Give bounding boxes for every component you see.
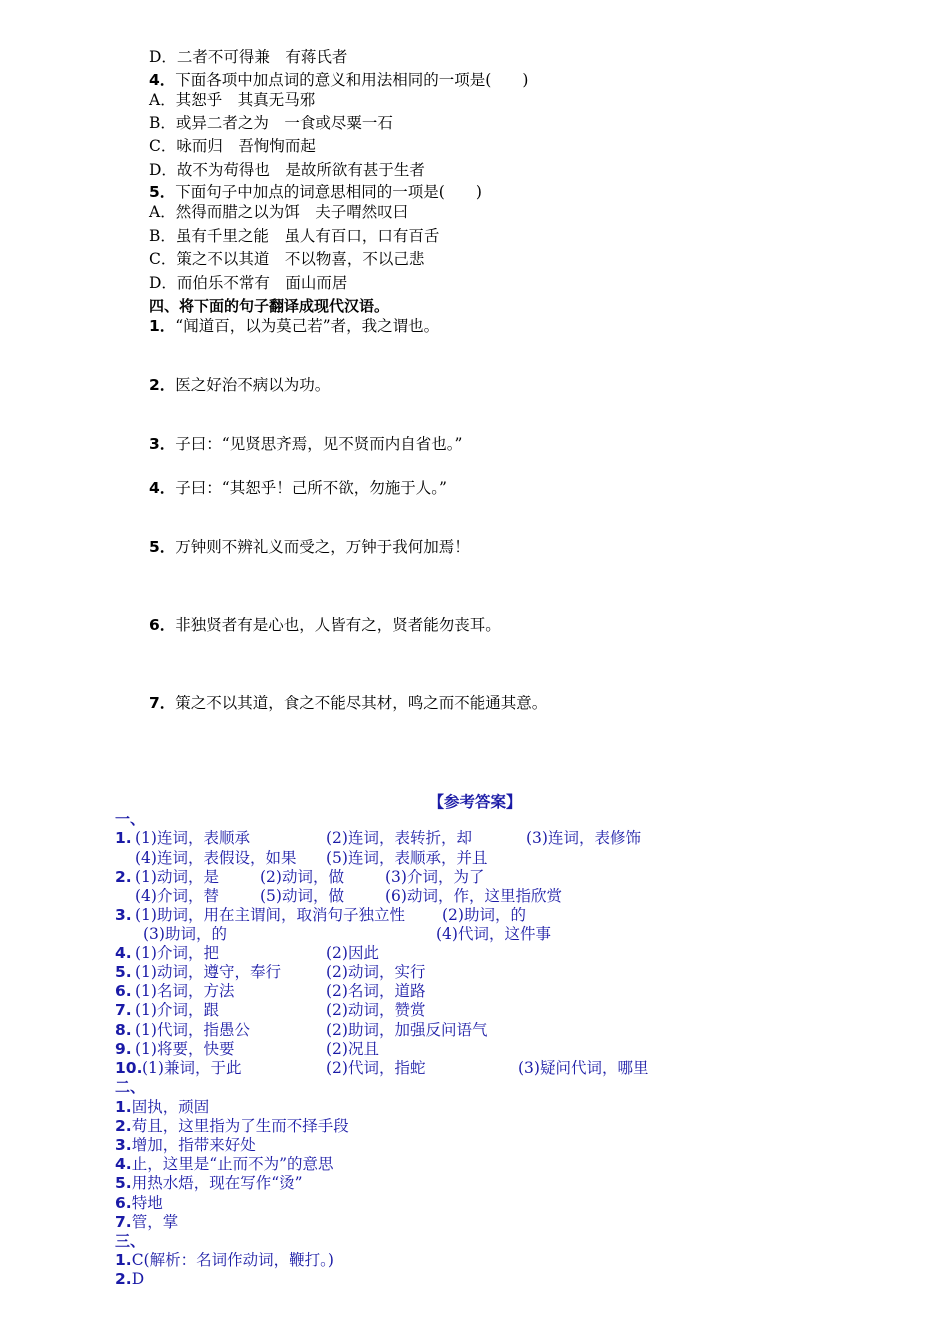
q4-option-a: A．其恕乎 其真无马邪 bbox=[149, 91, 316, 109]
answer-col: (2)动词，做 bbox=[260, 868, 344, 886]
answers-heading: 【参考答案】 bbox=[428, 793, 522, 811]
answer-row bbox=[115, 828, 641, 848]
answer-col: (1)助词，用在主谓间，取消句子独立性 bbox=[135, 906, 405, 924]
answer-row bbox=[115, 1135, 256, 1155]
answer-col: (1)连词，表顺承 bbox=[135, 829, 250, 847]
answer-number: 2. bbox=[115, 868, 132, 886]
answer-number: 10. bbox=[115, 1059, 143, 1077]
question-stem: 下面句子中加点的词意思相同的一项是( ) bbox=[175, 183, 482, 201]
answer-col: (3)介词，为了 bbox=[385, 868, 485, 886]
answer-col: (3)连词，表修饰 bbox=[526, 829, 641, 847]
answer-col: (2)助词，加强反问语气 bbox=[326, 1021, 488, 1039]
answer-row bbox=[115, 905, 526, 925]
answer-text: D bbox=[131, 1270, 145, 1288]
answer-row bbox=[115, 1269, 144, 1289]
q3-option-d: D．二者不可得兼 有蒋氏者 bbox=[149, 48, 348, 66]
question-4 bbox=[149, 70, 528, 90]
question-number: 5． bbox=[149, 183, 176, 201]
question-number: 4． bbox=[149, 71, 176, 89]
answers-part2-label: 二、 bbox=[115, 1078, 146, 1096]
answer-col: (4)介词，替 bbox=[135, 887, 219, 905]
translation-item bbox=[149, 478, 447, 498]
q5-option-a: A．然得而腊之以为饵 夫子喟然叹曰 bbox=[149, 203, 409, 221]
answer-number: 3. bbox=[115, 906, 132, 924]
q4-option-c: C．咏而归 吾恂恂而起 bbox=[149, 137, 316, 155]
answer-number: 7. bbox=[115, 1213, 132, 1231]
answer-number: 7. bbox=[115, 1001, 132, 1019]
answer-row bbox=[115, 1039, 379, 1059]
answer-col: (2)助词，的 bbox=[442, 906, 526, 924]
answer-number: 6. bbox=[115, 1194, 132, 1212]
answer-col: (1)兼词，于此 bbox=[142, 1059, 242, 1077]
item-text: 策之不以其道，食之不能尽其材，鸣之而不能通其意。 bbox=[175, 694, 548, 712]
answer-row bbox=[115, 1173, 303, 1193]
answer-row bbox=[115, 1097, 209, 1117]
translation-item bbox=[149, 434, 462, 454]
answer-number: 5. bbox=[115, 1174, 132, 1192]
item-text: 子曰：“其恕乎！己所不欲，勿施于人。” bbox=[175, 479, 447, 497]
q5-option-c: C．策之不以其道 不以物喜，不以己悲 bbox=[149, 250, 425, 268]
answer-col: (2)动词，赞赏 bbox=[326, 1001, 426, 1019]
answer-col: (4)代词，这件事 bbox=[436, 925, 551, 943]
answer-text: 管，掌 bbox=[131, 1213, 179, 1231]
answer-text: C(解析：名词作动词，鞭打。) bbox=[131, 1251, 334, 1269]
answer-row bbox=[115, 1020, 488, 1040]
answer-number: 5. bbox=[115, 963, 132, 981]
q4-option-b: B．或异二者之为 一食或尽粟一石 bbox=[149, 114, 393, 132]
answer-col: (5)动词，做 bbox=[260, 887, 344, 905]
answer-col: (2)代词，指蛇 bbox=[326, 1059, 426, 1077]
answer-col: (1)动词，遵守，奉行 bbox=[135, 963, 281, 981]
item-text: 医之好治不病以为功。 bbox=[175, 376, 331, 394]
item-number: 1． bbox=[149, 317, 176, 335]
q5-option-b: B．虽有千里之能 虽人有百口，口有百舌 bbox=[149, 227, 440, 245]
q4-option-d: D．故不为苟得也 是故所欲有甚于生者 bbox=[149, 161, 425, 179]
translation-item bbox=[149, 537, 470, 557]
answer-text: 增加，指带来好处 bbox=[131, 1136, 256, 1154]
answer-row bbox=[115, 981, 426, 1001]
answer-number: 2. bbox=[115, 1117, 132, 1135]
item-text: 非独贤者有是心也，人皆有之，贤者能勿丧耳。 bbox=[175, 616, 501, 634]
item-text: “闻道百，以为莫己若”者，我之谓也。 bbox=[175, 317, 440, 335]
answer-row bbox=[115, 1193, 163, 1213]
item-text: 子曰：“见贤思齐焉，见不贤而内自省也。” bbox=[175, 435, 463, 453]
answer-row bbox=[115, 1250, 334, 1270]
answer-col: (5)连词，表顺承，并且 bbox=[326, 849, 488, 867]
answer-col: (1)名词，方法 bbox=[135, 982, 235, 1000]
answers-part1-label: 一、 bbox=[115, 810, 146, 828]
translation-item bbox=[149, 693, 547, 713]
answer-row bbox=[115, 1000, 426, 1020]
answer-col: (2)动词，实行 bbox=[326, 963, 426, 981]
answer-row bbox=[115, 867, 485, 887]
answer-text: 用热水焐，现在写作“烫” bbox=[131, 1174, 303, 1192]
answer-col: (2)况且 bbox=[326, 1040, 379, 1058]
answer-col: (6)动词，作，这里指欣赏 bbox=[385, 887, 562, 905]
answer-text: 固执，顽固 bbox=[131, 1098, 210, 1116]
answer-col: (1)介词，把 bbox=[135, 944, 219, 962]
answer-col: (1)代词，指愚公 bbox=[135, 1021, 250, 1039]
answer-text: 特地 bbox=[131, 1194, 163, 1212]
answer-text: 止，这里是“止而不为”的意思 bbox=[131, 1155, 334, 1173]
answer-number: 2. bbox=[115, 1270, 132, 1288]
answer-number: 1. bbox=[115, 1251, 132, 1269]
answer-row bbox=[115, 1116, 349, 1136]
answer-number: 4. bbox=[115, 944, 132, 962]
answer-col: (1)介词，跟 bbox=[135, 1001, 219, 1019]
answer-number: 9. bbox=[115, 1040, 132, 1058]
item-number: 5． bbox=[149, 538, 176, 556]
answer-number: 3. bbox=[115, 1136, 132, 1154]
answer-col: (2)名词，道路 bbox=[326, 982, 426, 1000]
answer-row bbox=[115, 943, 379, 963]
item-text: 万钟则不辨礼义而受之，万钟于我何加焉！ bbox=[175, 538, 470, 556]
answer-number: 1. bbox=[115, 829, 132, 847]
q5-option-d: D．而伯乐不常有 面山而居 bbox=[149, 274, 348, 292]
answer-col: (3)助词，的 bbox=[143, 925, 227, 943]
answer-number: 8. bbox=[115, 1021, 132, 1039]
item-number: 2． bbox=[149, 376, 176, 394]
answer-number: 6. bbox=[115, 982, 132, 1000]
question-5 bbox=[149, 182, 482, 202]
answers-part3-label: 三、 bbox=[115, 1232, 146, 1250]
answer-row bbox=[115, 1058, 649, 1078]
translation-item bbox=[149, 375, 330, 395]
answer-text: 苟且，这里指为了生而不择手段 bbox=[131, 1117, 349, 1135]
question-stem: 下面各项中加点词的意义和用法相同的一项是( ) bbox=[175, 71, 529, 89]
answer-number: 4. bbox=[115, 1155, 132, 1173]
item-number: 7． bbox=[149, 694, 176, 712]
translation-item bbox=[149, 615, 501, 635]
section-4-title: 四、将下面的句子翻译成现代汉语。 bbox=[149, 297, 390, 315]
answer-col: (1)将要，快要 bbox=[135, 1040, 235, 1058]
answer-col: (2)因此 bbox=[326, 944, 379, 962]
answer-col: (1)动词，是 bbox=[135, 868, 219, 886]
translation-item bbox=[149, 316, 439, 336]
answer-row bbox=[115, 1212, 178, 1232]
item-number: 4． bbox=[149, 479, 176, 497]
answer-row bbox=[115, 1154, 334, 1174]
item-number: 3． bbox=[149, 435, 176, 453]
answer-row bbox=[115, 962, 426, 982]
item-number: 6． bbox=[149, 616, 176, 634]
answer-number: 1. bbox=[115, 1098, 132, 1116]
answer-col: (4)连词，表假设，如果 bbox=[135, 849, 297, 867]
answer-col: (3)疑问代词，哪里 bbox=[518, 1059, 649, 1077]
answer-col: (2)连词，表转折，却 bbox=[326, 829, 472, 847]
